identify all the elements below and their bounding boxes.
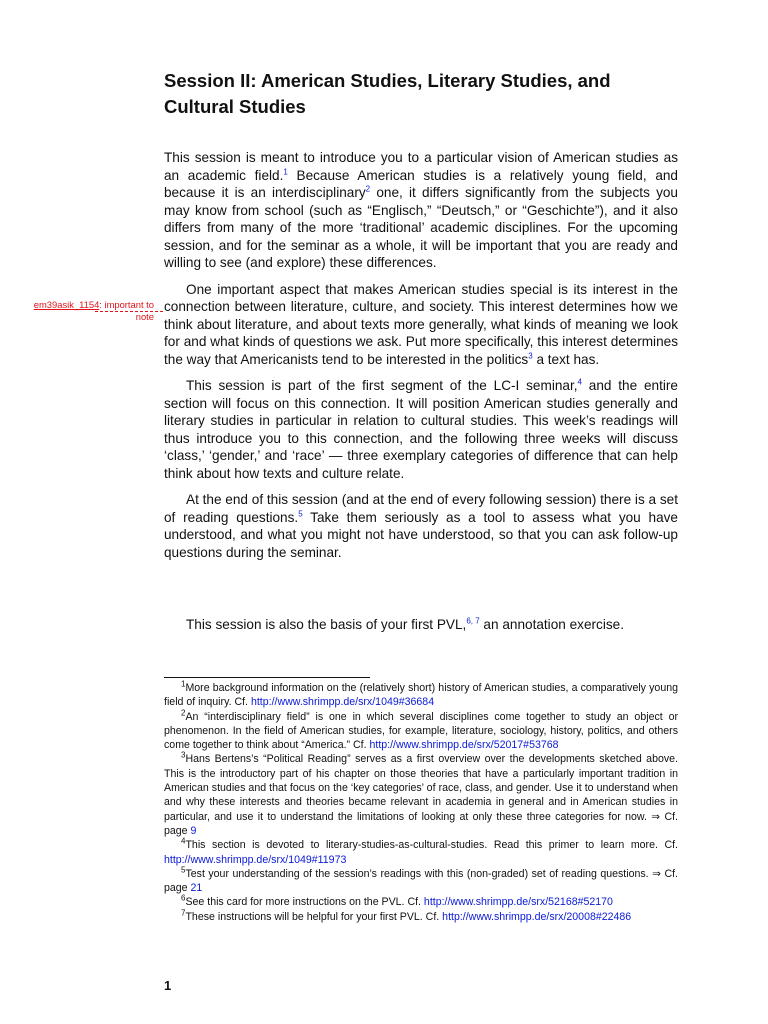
footnote-text: These instructions will be helpful for your first PVL. Cf.: [185, 910, 443, 923]
footnote-text: Test your understanding of the session’s readings with this (non-graded) set of reading questions. ⇒ Cf. page: [164, 867, 678, 895]
footnote-5: [164, 867, 678, 896]
footnote-number: 6: [181, 893, 186, 903]
footnote-number: 3: [181, 750, 186, 760]
footnote-ref-6-7[interactable]: 6, 7: [466, 616, 480, 626]
paragraph-4: [164, 491, 678, 561]
section-title: Session II: American Studies, Literary Studies, and Cultural Studies: [164, 70, 611, 117]
footnote-text: This section is devoted to literary-studies-as-cultural-studies. Read this primer to learn more. Cf.: [185, 839, 678, 852]
footnote-page-link[interactable]: 21: [190, 882, 203, 895]
body-text: [164, 149, 678, 570]
footnote-text: More background information on the (relatively short) history of American studies, a comparatively young field of inquiry. Cf.: [164, 682, 678, 709]
paragraph-3-text-b: and the entire section will focus on this connection. It will position American studies generally and literary studies in particular in relation to cultural studies. This week’s readings will thus introduce you to this connection, and the following three weeks will discuss ‘class,’ ‘gender,’ and ‘race’ — three exemplary categories of difference that can help think about how texts and culture relate.: [164, 378, 678, 481]
paragraph-1-text-b: Because American studies is a relatively young field, and because it is an interdisciplinary: [164, 167, 678, 200]
footnote-6: [164, 895, 678, 909]
footnote-link[interactable]: http://www.shrimpp.de/srx/1049#36684: [250, 696, 435, 709]
paragraph-2: [164, 281, 678, 369]
footnote-3: [164, 752, 678, 838]
paragraph-2-text-b: a text has.: [532, 351, 600, 367]
annotation-id[interactable]: em39asik_1154: [33, 299, 100, 310]
footnote-text: Hans Bertens’s “Political Reading” serves as a first overview over the developments sketched above. This is the introductory part of his chapter on those theories that have a particularly important tradition in American studies and that focus on the ‘key categories’ of race, class, and gender. Use it to understand when and why these interests and theories became relevant in academia in general and in American studies in particular, and use it to understand the limitations of looking at only these three categories for now. ⇒ Cf. page: [164, 753, 678, 837]
annotation-connector: [95, 311, 163, 312]
footnote-2: [164, 710, 678, 753]
paragraph-4-text-a: At the end of this session (and at the end of every following session) there is a set of reading questions.: [164, 492, 678, 525]
footnote-7: [164, 910, 678, 924]
pvl-text-b: an annotation exercise.: [479, 617, 624, 632]
footnote-number: 2: [181, 708, 186, 718]
footnote-link[interactable]: http://www.shrimpp.de/srx/20008#22486: [442, 910, 632, 923]
footnote-text: See this card for more instructions on the PVL. Cf.: [185, 896, 424, 909]
footnote-link[interactable]: http://www.shrimpp.de/srx/52017#53768: [369, 739, 559, 752]
pvl-text-a: This session is also the basis of your first PVL,: [186, 617, 467, 632]
footnote-number: 4: [181, 836, 186, 846]
paragraph-3: [164, 377, 678, 482]
paragraph-4-text-b: Take them seriously as a tool to assess what you have understood, and what you might not have understood, so that you can ask follow-up questions during the seminar.: [164, 509, 678, 560]
paragraph-1-text-a: This session is meant to introduce you to a particular vision of American studies as an academic field.: [164, 150, 678, 183]
footnote-1: [164, 681, 678, 710]
footnote-4: [164, 838, 678, 867]
footnote-number: 5: [181, 865, 186, 875]
annotation-text: : important to note: [99, 299, 154, 322]
footnote-link[interactable]: http://www.shrimpp.de/srx/52168#52170: [423, 896, 613, 909]
footnote-number: 1: [181, 679, 186, 689]
paragraph-3-text-a: This session is part of the first segment of the LC-I seminar,: [186, 378, 578, 393]
footnote-ref-5[interactable]: 5: [298, 508, 303, 518]
page-number: 1: [164, 978, 172, 993]
paragraph-1-text-c: one, it differs significantly from the subjects you may know from school (such as “Englisch,” “Deutsch,” or “Geschichte”), and it also differs from many of the more ‘traditional’ academic disciplines. For the upcoming session, and for the seminar as a whole, it will be important that you are ready and willing to see (and explore) these differences.: [164, 185, 678, 270]
footnote-page-link[interactable]: 9: [190, 824, 197, 837]
footnote-ref-1[interactable]: 1: [283, 166, 288, 176]
pvl-paragraph: [186, 616, 624, 634]
paragraph-2-text-a: One important aspect that makes American studies special is its interest in the connection between literature, culture, and society. This interest determines how we think about literature, and about texts more generally, what kinds of meaning we look for and what kinds of questions we ask. Put more specifically, this interest determines the way that Americanists tend to be interested in the politics: [164, 281, 678, 367]
footnotes: [164, 681, 678, 924]
footnote-link[interactable]: http://www.shrimpp.de/srx/1049#11973: [164, 853, 347, 866]
footnote-ref-4[interactable]: 4: [577, 377, 582, 387]
footnote-ref-3[interactable]: 3: [528, 350, 533, 360]
footnote-ref-2[interactable]: 2: [365, 184, 371, 194]
paragraph-1: [164, 149, 678, 272]
footnote-number: 7: [181, 908, 186, 918]
footnote-text: An “interdisciplinary field” is one in which several disciplines come together to study an object or phenomenon. In the field of American studies, for example, literature, sociology, history, politics, and others come together to think about “America.” Cf.: [164, 710, 678, 752]
footnote-separator: [164, 677, 370, 678]
